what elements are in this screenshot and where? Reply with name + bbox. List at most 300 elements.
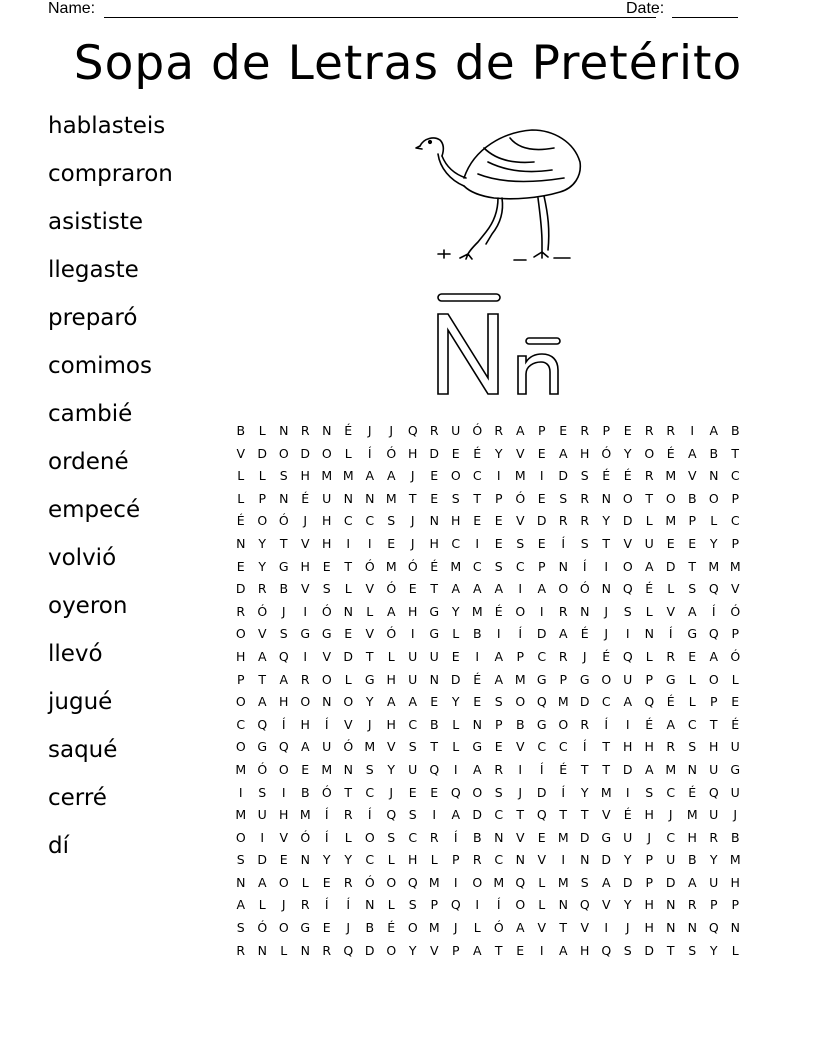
grid-letter[interactable]: M <box>364 739 376 755</box>
grid-letter[interactable]: L <box>645 648 653 664</box>
grid-letter[interactable]: E <box>322 874 331 890</box>
grid-letter[interactable]: G <box>730 761 741 777</box>
grid-letter[interactable]: U <box>623 671 633 687</box>
grid-letter[interactable]: I <box>410 626 415 642</box>
grid-letter[interactable]: N <box>558 558 568 574</box>
grid-letter[interactable]: Ó <box>730 603 741 619</box>
grid-letter[interactable]: M <box>385 558 397 574</box>
grid-letter[interactable]: L <box>344 829 352 845</box>
grid-letter[interactable]: Í <box>582 558 587 574</box>
grid-letter[interactable]: C <box>666 784 676 800</box>
grid-letter[interactable]: N <box>687 761 697 777</box>
grid-letter[interactable]: M <box>428 874 440 890</box>
grid-letter[interactable]: A <box>257 874 267 890</box>
grid-letter[interactable]: N <box>687 920 697 936</box>
grid-letter[interactable]: N <box>472 716 482 732</box>
grid-letter[interactable]: C <box>408 829 418 845</box>
grid-letter[interactable]: L <box>280 942 288 958</box>
grid-letter[interactable]: O <box>364 829 375 845</box>
grid-letter[interactable]: Ó <box>386 581 397 597</box>
grid-letter[interactable]: A <box>300 739 310 755</box>
grid-letter[interactable]: T <box>580 761 589 777</box>
grid-letter[interactable]: I <box>367 535 372 551</box>
grid-letter[interactable]: L <box>710 513 718 529</box>
grid-letter[interactable]: A <box>601 874 611 890</box>
grid-letter[interactable]: O <box>407 920 418 936</box>
grid-letter[interactable]: N <box>515 852 525 868</box>
grid-letter[interactable]: I <box>539 468 544 484</box>
grid-letter[interactable]: Ó <box>257 920 268 936</box>
grid-letter[interactable]: R <box>666 739 676 755</box>
grid-letter[interactable]: Q <box>429 761 440 777</box>
grid-letter[interactable]: U <box>623 829 633 845</box>
grid-letter[interactable]: H <box>279 694 289 710</box>
grid-letter[interactable]: J <box>367 423 372 438</box>
grid-letter[interactable]: B <box>279 581 289 597</box>
grid-letter[interactable]: V <box>515 739 525 755</box>
grid-letter[interactable]: L <box>366 603 374 619</box>
grid-letter[interactable]: Q <box>536 694 547 710</box>
grid-letter[interactable]: I <box>625 716 630 732</box>
grid-letter[interactable]: U <box>429 648 439 664</box>
grid-letter[interactable]: A <box>515 920 525 936</box>
grid-letter[interactable]: J <box>453 920 458 936</box>
grid-letter[interactable]: R <box>558 648 568 664</box>
grid-letter[interactable]: C <box>558 739 568 755</box>
grid-letter[interactable]: M <box>708 558 720 574</box>
grid-letter[interactable]: V <box>537 852 547 868</box>
grid-letter[interactable]: D <box>579 829 590 845</box>
grid-letter[interactable]: L <box>452 739 460 755</box>
grid-letter[interactable]: N <box>300 852 310 868</box>
grid-letter[interactable]: S <box>494 694 503 710</box>
grid-letter[interactable]: C <box>365 784 375 800</box>
grid-letter[interactable]: U <box>408 648 418 664</box>
grid-letter[interactable]: Q <box>343 942 354 958</box>
grid-letter[interactable]: V <box>300 581 310 597</box>
grid-letter[interactable]: T <box>344 784 353 800</box>
grid-letter[interactable]: J <box>410 535 415 551</box>
grid-letter[interactable]: I <box>453 874 458 890</box>
grid-letter[interactable]: D <box>665 558 676 574</box>
grid-letter[interactable]: I <box>539 603 544 619</box>
grid-letter[interactable]: V <box>365 581 375 597</box>
grid-letter[interactable]: A <box>687 445 697 461</box>
grid-letter[interactable]: S <box>645 784 654 800</box>
grid-letter[interactable]: I <box>303 603 308 619</box>
grid-letter[interactable]: S <box>580 874 589 890</box>
grid-letter[interactable]: L <box>731 942 739 958</box>
grid-letter[interactable]: H <box>644 807 654 823</box>
grid-letter[interactable]: É <box>602 468 611 484</box>
grid-letter[interactable]: É <box>623 468 632 484</box>
grid-letter[interactable]: R <box>343 874 353 890</box>
grid-letter[interactable]: D <box>601 852 612 868</box>
grid-letter[interactable]: R <box>257 581 267 597</box>
grid-letter[interactable]: H <box>322 535 332 551</box>
grid-letter[interactable]: É <box>666 445 675 461</box>
grid-letter[interactable]: O <box>278 761 289 777</box>
grid-letter[interactable]: G <box>364 671 375 687</box>
grid-letter[interactable]: C <box>601 694 611 710</box>
grid-letter[interactable]: S <box>365 761 374 777</box>
grid-letter[interactable]: A <box>558 445 568 461</box>
grid-letter[interactable]: J <box>518 784 523 800</box>
grid-letter[interactable]: O <box>343 694 354 710</box>
grid-letter[interactable]: L <box>258 468 266 484</box>
grid-letter[interactable]: D <box>622 761 633 777</box>
grid-letter[interactable]: U <box>451 423 461 438</box>
grid-letter[interactable]: T <box>602 739 611 755</box>
grid-letter[interactable]: P <box>537 423 546 438</box>
grid-letter[interactable]: R <box>644 423 654 438</box>
grid-letter[interactable]: Í <box>281 716 286 732</box>
grid-letter[interactable]: V <box>236 445 246 461</box>
grid-letter[interactable]: E <box>537 445 546 461</box>
grid-letter[interactable]: T <box>645 490 654 506</box>
grid-letter[interactable]: S <box>559 490 568 506</box>
grid-letter[interactable]: A <box>494 671 504 687</box>
grid-letter[interactable]: A <box>236 897 246 913</box>
grid-letter[interactable]: S <box>494 558 503 574</box>
grid-letter[interactable]: B <box>515 716 525 732</box>
grid-letter[interactable]: R <box>709 829 719 845</box>
grid-letter[interactable]: S <box>408 897 417 913</box>
grid-letter[interactable]: G <box>579 671 590 687</box>
grid-letter[interactable]: S <box>580 468 589 484</box>
grid-letter[interactable]: Y <box>387 761 396 777</box>
grid-letter[interactable]: P <box>494 716 503 732</box>
grid-letter[interactable]: E <box>451 445 460 461</box>
grid-letter[interactable]: S <box>279 626 288 642</box>
grid-letter[interactable]: E <box>494 535 503 551</box>
grid-letter[interactable]: R <box>580 423 590 438</box>
grid-letter[interactable]: G <box>429 626 440 642</box>
grid-letter[interactable]: E <box>473 513 482 529</box>
grid-letter[interactable]: Ó <box>386 445 397 461</box>
grid-letter[interactable]: A <box>386 468 396 484</box>
grid-letter[interactable]: L <box>258 423 266 438</box>
grid-letter[interactable]: A <box>494 581 504 597</box>
grid-letter[interactable]: D <box>257 852 268 868</box>
grid-letter[interactable]: H <box>644 739 654 755</box>
grid-letter[interactable]: P <box>451 942 460 958</box>
grid-letter[interactable]: T <box>709 716 718 732</box>
grid-letter[interactable]: V <box>601 897 611 913</box>
grid-letter[interactable]: A <box>666 716 676 732</box>
grid-letter[interactable]: M <box>557 829 569 845</box>
grid-letter[interactable]: E <box>731 694 740 710</box>
grid-letter[interactable]: N <box>429 671 439 687</box>
grid-letter[interactable]: Ó <box>364 874 375 890</box>
grid-letter[interactable]: Ó <box>343 739 354 755</box>
grid-letter[interactable]: N <box>279 490 289 506</box>
grid-letter[interactable]: M <box>665 513 677 529</box>
grid-letter[interactable]: T <box>602 535 611 551</box>
grid-letter[interactable]: V <box>365 626 375 642</box>
grid-letter[interactable]: I <box>518 581 523 597</box>
grid-letter[interactable]: D <box>472 807 483 823</box>
grid-letter[interactable]: A <box>279 671 289 687</box>
grid-letter[interactable]: H <box>644 920 654 936</box>
grid-letter[interactable]: Ó <box>364 558 375 574</box>
grid-letter[interactable]: M <box>385 490 397 506</box>
grid-letter[interactable]: R <box>429 829 439 845</box>
grid-letter[interactable]: B <box>687 490 697 506</box>
grid-letter[interactable]: A <box>709 648 719 664</box>
grid-letter[interactable]: D <box>257 445 268 461</box>
grid-letter[interactable]: N <box>580 852 590 868</box>
grid-letter[interactable]: P <box>709 897 718 913</box>
grid-letter[interactable]: E <box>451 648 460 664</box>
grid-letter[interactable]: Í <box>346 897 351 913</box>
grid-letter[interactable]: N <box>601 581 611 597</box>
grid-letter[interactable]: I <box>475 648 480 664</box>
grid-letter[interactable]: M <box>514 468 526 484</box>
grid-letter[interactable]: A <box>257 694 267 710</box>
grid-letter[interactable]: É <box>494 603 503 619</box>
grid-letter[interactable]: Ó <box>257 603 268 619</box>
grid-letter[interactable]: T <box>408 490 417 506</box>
grid-letter[interactable]: B <box>472 829 482 845</box>
grid-letter[interactable]: C <box>687 716 697 732</box>
grid-letter[interactable]: E <box>430 784 439 800</box>
grid-letter[interactable]: N <box>494 829 504 845</box>
grid-letter[interactable]: H <box>386 671 396 687</box>
grid-letter[interactable]: R <box>580 716 590 732</box>
grid-letter[interactable]: Y <box>602 513 611 529</box>
grid-letter[interactable]: Í <box>324 716 329 732</box>
grid-letter[interactable]: S <box>688 739 697 755</box>
grid-letter[interactable]: U <box>709 807 719 823</box>
grid-letter[interactable]: É <box>559 761 568 777</box>
grid-letter[interactable]: E <box>688 648 697 664</box>
grid-letter[interactable]: O <box>601 671 612 687</box>
grid-letter[interactable]: P <box>559 671 568 687</box>
grid-letter[interactable]: D <box>558 468 569 484</box>
grid-letter[interactable]: B <box>236 423 246 438</box>
grid-letter[interactable]: L <box>667 581 675 597</box>
grid-letter[interactable]: U <box>730 784 740 800</box>
grid-letter[interactable]: Ó <box>730 648 741 664</box>
grid-letter[interactable]: H <box>429 535 439 551</box>
grid-letter[interactable]: I <box>518 761 523 777</box>
grid-letter[interactable]: Q <box>622 648 633 664</box>
grid-letter[interactable]: L <box>688 694 696 710</box>
grid-letter[interactable]: Í <box>496 897 501 913</box>
grid-letter[interactable]: M <box>729 852 741 868</box>
grid-letter[interactable]: P <box>236 671 245 687</box>
grid-letter[interactable]: E <box>430 468 439 484</box>
grid-letter[interactable]: P <box>688 513 697 529</box>
grid-letter[interactable]: G <box>257 739 268 755</box>
grid-letter[interactable]: H <box>623 739 633 755</box>
grid-letter[interactable]: H <box>408 603 418 619</box>
grid-letter[interactable]: B <box>709 445 719 461</box>
grid-letter[interactable]: J <box>668 807 673 823</box>
grid-letter[interactable]: L <box>237 490 245 506</box>
grid-letter[interactable]: J <box>647 829 652 845</box>
grid-letter[interactable]: Í <box>367 445 372 461</box>
grid-letter[interactable]: M <box>450 558 462 574</box>
grid-letter[interactable]: Ó <box>472 423 483 438</box>
grid-letter[interactable]: E <box>408 581 417 597</box>
grid-letter[interactable]: C <box>537 648 547 664</box>
grid-letter[interactable]: P <box>645 874 654 890</box>
grid-letter[interactable]: V <box>687 468 697 484</box>
grid-letter[interactable]: D <box>622 874 633 890</box>
grid-letter[interactable]: J <box>604 603 609 619</box>
grid-letter[interactable]: Y <box>494 445 503 461</box>
grid-letter[interactable]: Q <box>622 581 633 597</box>
grid-letter[interactable]: N <box>365 490 375 506</box>
grid-letter[interactable]: C <box>236 716 246 732</box>
grid-letter[interactable]: O <box>515 897 526 913</box>
grid-letter[interactable]: T <box>344 558 353 574</box>
grid-letter[interactable]: Y <box>580 784 589 800</box>
grid-letter[interactable]: P <box>731 897 740 913</box>
grid-letter[interactable]: I <box>561 852 566 868</box>
grid-letter[interactable]: O <box>300 694 311 710</box>
grid-letter[interactable]: R <box>494 761 504 777</box>
grid-letter[interactable]: O <box>235 694 246 710</box>
grid-letter[interactable]: V <box>515 829 525 845</box>
grid-letter[interactable]: O <box>321 671 332 687</box>
grid-letter[interactable]: Í <box>668 626 673 642</box>
grid-letter[interactable]: H <box>322 513 332 529</box>
grid-letter[interactable]: M <box>557 694 569 710</box>
grid-letter[interactable]: B <box>730 423 740 438</box>
grid-letter[interactable]: Y <box>365 694 374 710</box>
grid-letter[interactable]: U <box>408 761 418 777</box>
grid-letter[interactable]: Ó <box>386 626 397 642</box>
grid-letter[interactable]: J <box>281 897 286 913</box>
grid-letter[interactable]: O <box>515 694 526 710</box>
grid-letter[interactable]: H <box>279 807 289 823</box>
grid-letter[interactable]: T <box>559 920 568 936</box>
grid-letter[interactable]: L <box>688 671 696 687</box>
grid-letter[interactable]: H <box>580 942 590 958</box>
grid-letter[interactable]: R <box>236 603 246 619</box>
grid-letter[interactable]: N <box>580 603 590 619</box>
grid-letter[interactable]: L <box>452 626 460 642</box>
grid-letter[interactable]: T <box>580 807 589 823</box>
grid-letter[interactable]: U <box>644 535 654 551</box>
grid-letter[interactable]: R <box>666 648 676 664</box>
grid-letter[interactable]: V <box>429 942 439 958</box>
grid-letter[interactable]: Ó <box>601 445 612 461</box>
grid-letter[interactable]: S <box>580 535 589 551</box>
grid-letter[interactable]: A <box>472 581 482 597</box>
grid-letter[interactable]: P <box>451 852 460 868</box>
grid-letter[interactable]: Q <box>257 716 268 732</box>
grid-letter[interactable]: C <box>451 535 461 551</box>
grid-letter[interactable]: Í <box>711 603 716 619</box>
grid-letter[interactable]: U <box>408 671 418 687</box>
grid-letter[interactable]: D <box>364 942 375 958</box>
grid-letter[interactable]: O <box>558 716 569 732</box>
grid-letter[interactable]: T <box>365 648 374 664</box>
grid-letter[interactable]: C <box>666 829 676 845</box>
grid-letter[interactable]: J <box>410 468 415 484</box>
grid-letter[interactable]: C <box>494 852 504 868</box>
grid-letter[interactable]: O <box>622 558 633 574</box>
grid-letter[interactable]: A <box>494 648 504 664</box>
grid-letter[interactable]: R <box>472 852 482 868</box>
grid-letter[interactable]: Q <box>644 694 655 710</box>
grid-letter[interactable]: N <box>730 920 740 936</box>
grid-letter[interactable]: N <box>322 423 332 438</box>
grid-letter[interactable]: J <box>625 920 630 936</box>
grid-letter[interactable]: V <box>623 535 633 551</box>
grid-letter[interactable]: R <box>300 897 310 913</box>
grid-letter[interactable]: E <box>473 694 482 710</box>
grid-letter[interactable]: M <box>321 761 333 777</box>
grid-letter[interactable]: S <box>236 920 245 936</box>
grid-letter[interactable]: P <box>258 490 267 506</box>
grid-letter[interactable]: L <box>301 874 309 890</box>
grid-letter[interactable]: L <box>258 897 266 913</box>
grid-letter[interactable]: E <box>344 626 353 642</box>
grid-letter[interactable]: G <box>601 829 612 845</box>
grid-letter[interactable]: U <box>322 739 332 755</box>
grid-letter[interactable]: Q <box>278 739 289 755</box>
grid-letter[interactable]: R <box>429 423 439 438</box>
grid-letter[interactable]: V <box>580 920 590 936</box>
grid-letter[interactable]: N <box>322 694 332 710</box>
grid-letter[interactable]: E <box>537 829 546 845</box>
grid-letter[interactable]: Y <box>451 694 460 710</box>
grid-letter[interactable]: H <box>709 739 719 755</box>
grid-letter[interactable]: O <box>278 920 289 936</box>
grid-letter[interactable]: Í <box>453 829 458 845</box>
grid-letter[interactable]: J <box>303 513 308 529</box>
grid-letter[interactable]: J <box>604 626 609 642</box>
grid-letter[interactable]: R <box>558 603 568 619</box>
grid-letter[interactable]: I <box>625 626 630 642</box>
grid-letter[interactable]: É <box>688 784 697 800</box>
grid-letter[interactable]: T <box>430 739 439 755</box>
grid-letter[interactable]: Y <box>258 558 267 574</box>
grid-letter[interactable]: B <box>429 716 439 732</box>
grid-letter[interactable]: Ó <box>278 513 289 529</box>
grid-letter[interactable]: T <box>602 761 611 777</box>
grid-letter[interactable]: M <box>600 784 612 800</box>
grid-letter[interactable]: Í <box>324 829 329 845</box>
date-field[interactable] <box>672 17 738 18</box>
grid-letter[interactable]: H <box>300 716 310 732</box>
grid-letter[interactable]: C <box>494 807 504 823</box>
grid-letter[interactable]: Ó <box>257 761 268 777</box>
grid-letter[interactable]: H <box>386 716 396 732</box>
grid-letter[interactable]: Q <box>386 807 397 823</box>
grid-letter[interactable]: A <box>451 807 461 823</box>
grid-letter[interactable]: M <box>557 874 569 890</box>
grid-letter[interactable]: I <box>475 897 480 913</box>
grid-letter[interactable]: É <box>580 626 589 642</box>
grid-letter[interactable]: H <box>300 468 310 484</box>
grid-letter[interactable]: Ó <box>515 490 526 506</box>
grid-letter[interactable]: N <box>666 897 676 913</box>
grid-letter[interactable]: E <box>408 784 417 800</box>
grid-letter[interactable]: M <box>342 468 354 484</box>
grid-letter[interactable]: Y <box>623 852 632 868</box>
grid-letter[interactable]: S <box>387 829 396 845</box>
grid-letter[interactable]: Q <box>450 784 461 800</box>
grid-letter[interactable]: M <box>665 468 677 484</box>
grid-letter[interactable]: D <box>300 445 311 461</box>
grid-letter[interactable]: Í <box>518 626 523 642</box>
